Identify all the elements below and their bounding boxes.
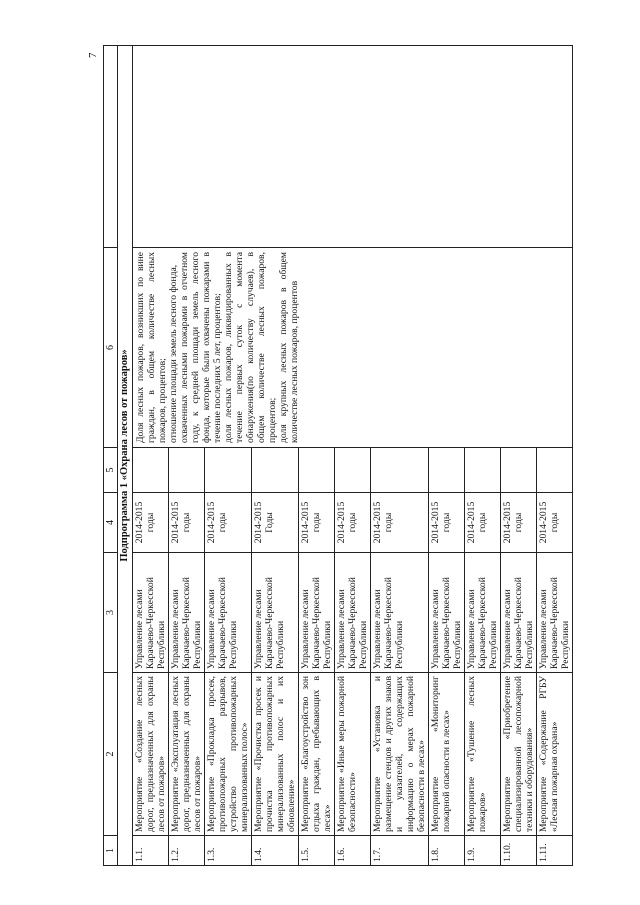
column-5-empty — [169, 448, 205, 493]
activity-name: Мероприятие «Содержание РГБУ «Лесная пожарная охрана» — [537, 673, 573, 836]
activity-name: Мероприятие «Установка и размещение стендов и других знаков и указателей, содержащих информацию о мерах пожарной безопасности в лесах» — [371, 673, 429, 836]
column-5-empty — [501, 448, 537, 493]
executor: Управление лесами Карачаево-Черкесской Республики — [252, 553, 299, 673]
subprogram-table — [103, 45, 573, 866]
period: 2014-2015 годы — [205, 493, 252, 553]
period: 2014-2015 годы — [371, 493, 429, 553]
column-5-empty — [335, 448, 371, 493]
table-row — [133, 46, 169, 866]
activity-name: Мероприятие «Эксплуатация лесных дорог, предназначенных для охраны лесов от пожаров» — [169, 673, 205, 836]
rotated-landscape-page — [85, 46, 625, 866]
column-5-empty — [537, 448, 573, 493]
period: 2014-2015 годы — [169, 493, 205, 553]
period: 2014-2015 годы — [429, 493, 465, 553]
column-5-empty — [205, 448, 252, 493]
row-number: 1.5. — [299, 836, 335, 866]
column-5-empty — [429, 448, 465, 493]
column-5-empty — [465, 448, 501, 493]
row-number: 1.6. — [335, 836, 371, 866]
activity-name: Мероприятие «Создание лесных дорог, предназначенных для охраны лесов от пожаров» — [133, 673, 169, 836]
row-number: 1.3. — [205, 836, 252, 866]
column-7-empty — [133, 46, 573, 248]
activity-name: Мероприятие «Прокладка просек, противопожарных разрывов, устройство противопожарных минерализованных полос» — [205, 673, 252, 836]
period: 2014-2015 годы — [335, 493, 371, 553]
subprogram-title-row — [118, 46, 133, 866]
executor: Управление лесами Карачаево-Черкесской Республики — [371, 553, 429, 673]
executor: Управление лесами Карачаево-Черкесской Республики — [133, 553, 169, 673]
period: 2014-2015 годы — [299, 493, 335, 553]
row-number: 1.1. — [133, 836, 169, 866]
indicator-item: отношение площади земель лесного фонда, — [168, 264, 179, 443]
header-cell: 3 — [104, 553, 118, 673]
header-cell-empty — [104, 46, 118, 248]
activity-name: Мероприятие «Приобретение специализированной лесопожарной техники и оборудования» — [501, 673, 537, 836]
executor: Управление лесами Карачаево-Черкесской Республики — [299, 553, 335, 673]
period: 2014-2015 годы — [133, 493, 169, 553]
executor: Управление лесами Карачаево-Черкесской Республики — [429, 553, 465, 673]
subprogram-title: Подпрограмма 1 «Охрана лесов от пожаров» — [118, 46, 133, 866]
activity-name: Мероприятие «Мониторинг пожарной опасности в лесах» — [429, 673, 465, 836]
column-5-empty — [371, 448, 429, 493]
executor: Управление лесами Карачаево-Черкесской Республики — [335, 553, 371, 673]
header-cell: 1 — [104, 836, 118, 866]
column-5-empty — [299, 448, 335, 493]
row-number: 1.2. — [169, 836, 205, 866]
header-cell: 4 — [104, 493, 118, 553]
executor: Управление лесами Карачаево-Черкесской Республики — [537, 553, 573, 673]
row-number: 1.7. — [371, 836, 429, 866]
header-cell: 5 — [104, 448, 118, 493]
period: 2014-2015 годы — [537, 493, 573, 553]
column-5-empty — [252, 448, 299, 493]
executor: Управление лесами Карачаево-Черкесской Республики — [465, 553, 501, 673]
header-row — [104, 46, 118, 866]
indicator-item: доля крупных лесных пожаров в общем количестве лесных пожаров, процентов — [278, 252, 300, 443]
activity-name: Мероприятие «Иные меры пожарной безопасности» — [335, 673, 371, 836]
header-cell: 6 — [104, 248, 118, 448]
indicators-cell — [133, 248, 573, 448]
column-5-empty — [133, 448, 169, 493]
row-number: 1.4. — [252, 836, 299, 866]
indicator-item: доля лесных пожаров, ликвидированных в течение первых суток с момента обнаружения(по количеству случаев), в общем количестве лесных пожаров, процентов; — [223, 252, 278, 443]
row-number: 1.9. — [465, 836, 501, 866]
period: 2014-2015 Годы — [252, 493, 299, 553]
page-number: 7 — [87, 52, 99, 58]
row-number: 1.11. — [537, 836, 573, 866]
row-number: 1.8. — [429, 836, 465, 866]
executor: Управление лесами Карачаево-Черкесской Республики — [205, 553, 252, 673]
row-number: 1.10. — [501, 836, 537, 866]
activity-name: Мероприятие «Благоустройство зон отдыха граждан, пребывающих в лесах» — [299, 673, 335, 836]
period: 2014-2015 годы — [501, 493, 537, 553]
activity-name: Мероприятие «Тушение лесных пожаров» — [465, 673, 501, 836]
executor: Управление лесами Карачаево-Черкесской Республики — [501, 553, 537, 673]
indicator-item: Доля лесных пожаров, возникших по вине граждан, в общем количестве лесных пожаров, процентов; — [135, 252, 168, 443]
header-cell: 2 — [104, 673, 118, 836]
period: 2014-2015 годы — [465, 493, 501, 553]
indicator-item: охваченных лесными пожарами в отчетном году, к средней площади земель лесного фонда, которые были охвачены пожарами в течение последних 5 лет, процентов; — [179, 252, 223, 443]
activity-name: Мероприятие «Прочистка просек и прочистка противопожарных минерализованных полос и их обновление» — [252, 673, 299, 836]
executor: Управление лесами Карачаево-Черкесской Республики — [169, 553, 205, 673]
